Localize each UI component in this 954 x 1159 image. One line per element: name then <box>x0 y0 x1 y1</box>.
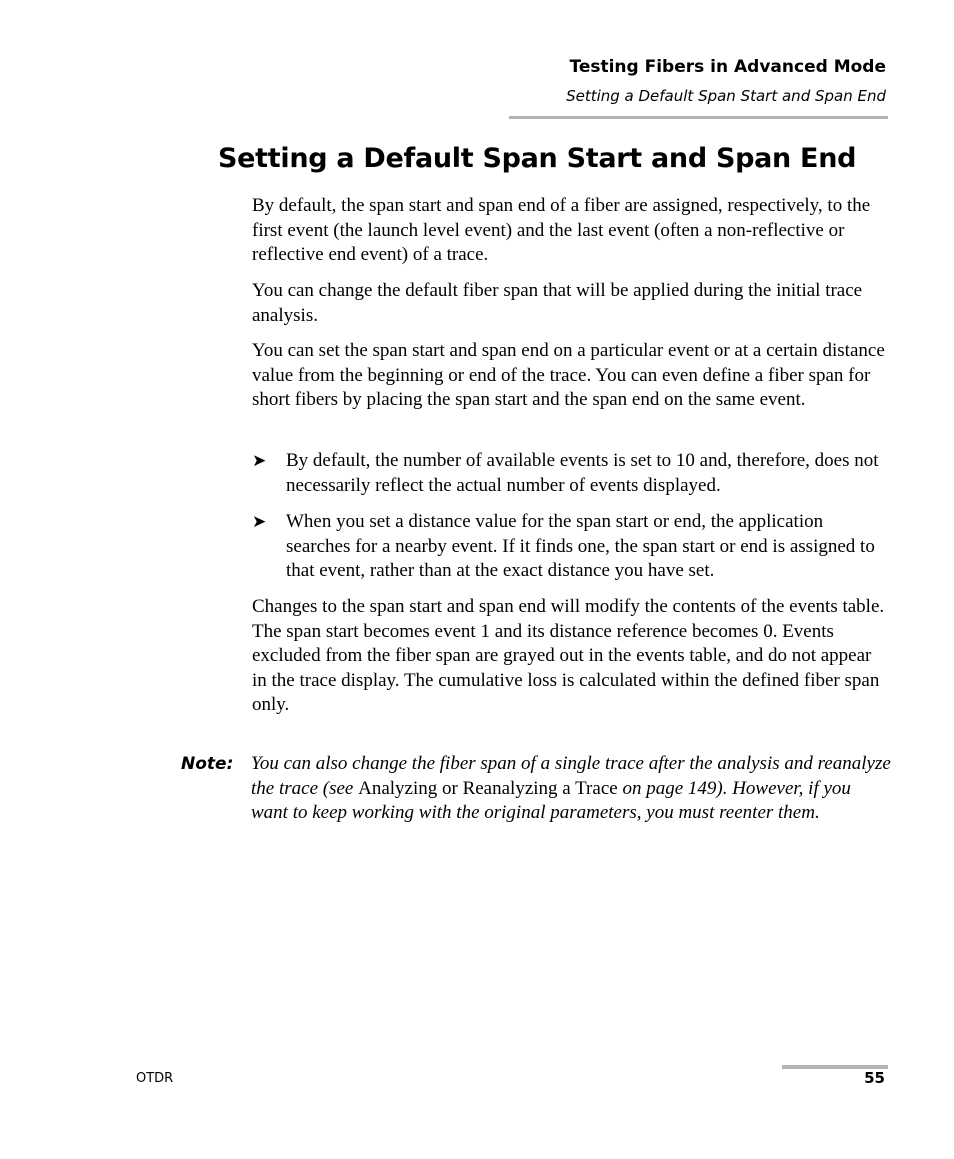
bullet-text: When you set a distance value for the span start or end, the application searches for a nearby event. If it finds one, the span start or end is assigned to that event, rather than at the exact distance you have set. <box>286 511 875 582</box>
note-text-before: You can also change the fiber span of a single trace after the analysis and reanalyze the trace (see <box>251 753 891 799</box>
analyzing-trace-link[interactable]: Analyzing or Reanalyzing a Trace <box>358 777 618 799</box>
header-section-title: Setting a Default Span Start and Span End <box>566 87 886 105</box>
page-number: 55 <box>864 1069 885 1087</box>
header-chapter-title: Testing Fibers in Advanced Mode <box>569 57 886 77</box>
paragraph-changes-effect: Changes to the span start and span end will modify the contents of the events table. The span start becomes event 1 and its distance reference becomes 0. Events excluded from the fiber span are grayed out in the events table, and do not appear in the trace display. The cumulative loss is calculated within the defined fiber span only. <box>252 596 885 716</box>
bullet-text: By default, the number of available events is set to 10 and, therefore, does not necessarily reflect the actual number of events displayed. <box>286 450 879 496</box>
note-text <box>251 752 891 826</box>
paragraph-set-span: You can set the span start and span end on a particular event or at a certain distance value from the beginning or end of the trace. You can even define a fiber span for short fibers by placing the span start and the span end on the same event. <box>252 340 885 411</box>
note-label: Note: <box>181 754 234 774</box>
paragraph-change-span: You can change the default fiber span that will be applied during the initial trace analysis. <box>252 280 863 326</box>
header-divider <box>509 116 888 119</box>
note-text-after: on page 149). However, if you want to keep working with the original parameters, you must reenter them. <box>251 777 851 824</box>
page-title: Setting a Default Span Start and Span End <box>218 143 857 174</box>
arrow-bullet-icon: ➤ <box>252 512 267 532</box>
arrow-bullet-icon: ➤ <box>252 451 267 471</box>
paragraph-default-span: By default, the span start and span end of a fiber are assigned, respectively, to the first event (the launch level event) and the last event (often a non-reflective or reflective end event) of a trace. <box>252 195 871 266</box>
footer-product-name: OTDR <box>136 1071 174 1086</box>
